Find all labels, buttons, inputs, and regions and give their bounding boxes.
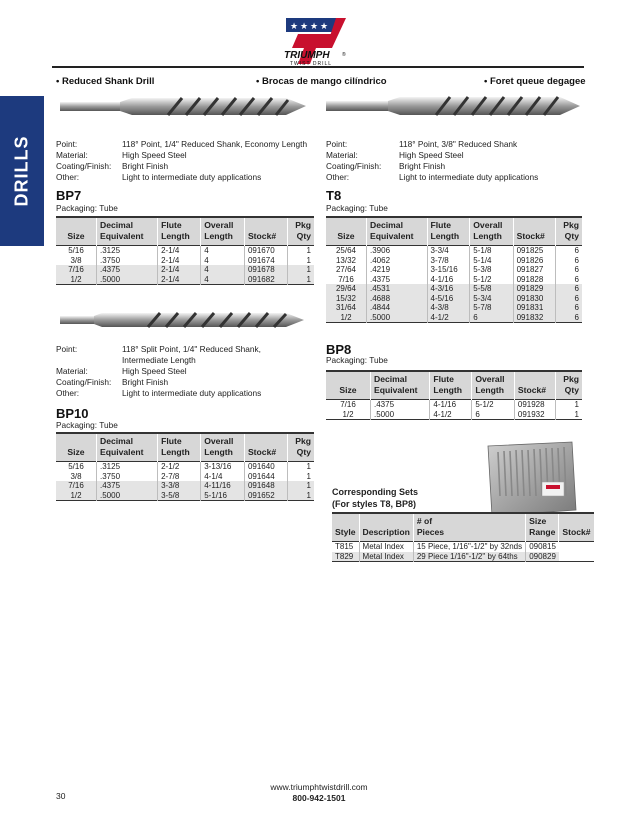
table-row (326, 275, 582, 285)
table-cell: 1 (287, 256, 314, 266)
table-cell: 15 Piece, 1/16"-1/2" by 32nds (413, 542, 525, 552)
table-cell: 091828 (513, 275, 555, 285)
table-cell: .3750 (97, 472, 158, 482)
table-cell: .3125 (97, 462, 158, 472)
table-cell: 5/16 (68, 246, 84, 255)
table-cell: 6 (555, 265, 582, 275)
t8-title: T8 (326, 188, 342, 203)
table-cell: 3-3/8 (158, 481, 201, 491)
table-row (332, 542, 594, 552)
table-cell: 1 (287, 275, 314, 285)
table-row (326, 284, 582, 294)
table-cell: 3-3/4 (427, 246, 470, 256)
table-row (56, 256, 314, 266)
table-cell: 091644 (244, 472, 287, 482)
bp7-title: BP7 (56, 188, 82, 203)
table-cell: 091827 (513, 265, 555, 275)
table-cell: 3/8 (70, 471, 82, 481)
bp10-packaging: Packaging: Tube (56, 420, 118, 430)
sets-heading (332, 486, 418, 510)
table-cell: .4219 (367, 265, 428, 275)
table-cell: 5-7/8 (470, 303, 513, 313)
table-cell: Metal Index (359, 542, 413, 552)
table-cell: 5-3/4 (470, 294, 513, 304)
table-cell: 091670 (244, 246, 287, 256)
t8-specs: Point: 118° Point, 3/8" Reduced Shank Material: High Speed Steel Coating/Finish: Bright Finish Other: Light to intermediate duty applications (326, 139, 539, 182)
table-row (332, 552, 594, 562)
table-cell: 1/2 (56, 491, 97, 501)
table-cell: .3125 (97, 246, 158, 256)
table-cell: 5-1/2 (472, 400, 515, 410)
table-cell: 4-11/16 (201, 481, 245, 491)
triumph-logo (280, 14, 354, 66)
table-row (326, 294, 582, 304)
bp10-table: Size Decimal Equivalent Flute Length Overall Length Stock# Pkg Qty 5/16 .3125 2-1/2 3-13/16 091640 1 3/8 .3750 2-7/8 4-1/4 091644 1 7/16 .4375 3-3/8 4-11/16 091648 1 1/2 .5000 3-5/8 5-1/16 091652 1 (56, 432, 314, 501)
table-cell: 27/64 (335, 265, 357, 274)
table-cell: .5000 (367, 313, 428, 323)
svg-text:★: ★ (300, 22, 309, 32)
table-cell: 2-1/4 (158, 246, 201, 256)
table-cell: .4375 (97, 265, 158, 275)
table-cell: .5000 (97, 491, 158, 501)
table-cell: 091829 (513, 284, 555, 294)
table-row (56, 275, 314, 285)
table-cell: 5-1/2 (470, 275, 513, 285)
table-cell: 3-7/8 (427, 256, 470, 266)
table-row (56, 265, 314, 275)
table-row (326, 246, 582, 256)
bp10-table-body (56, 462, 314, 501)
table-cell: 1 (287, 462, 314, 472)
table-cell: .4688 (367, 294, 428, 304)
table-cell: 7/16 (56, 265, 97, 275)
sets-title: Corresponding Sets (332, 487, 419, 497)
table-cell: 091648 (244, 481, 287, 491)
section-tab (0, 96, 44, 246)
table-cell: 3-5/8 (158, 491, 201, 501)
bp7-packaging: Packaging: Tube (56, 203, 118, 213)
table-cell: 2-1/4 (158, 256, 201, 266)
table-cell: 1/2 (56, 275, 97, 285)
table-cell: 7/16 (56, 481, 97, 491)
table-cell: 4 (201, 246, 245, 256)
table-cell: 2-1/4 (158, 275, 201, 285)
table-cell: 29/64 (326, 284, 367, 294)
bp8-title: BP8 (326, 342, 352, 357)
table-cell: 29 Piece 1/16"-1/2" by 64ths (413, 552, 525, 562)
table-cell: T829 (332, 552, 359, 562)
table-cell: 4-1/16 (427, 275, 470, 285)
drill-index-set-image (480, 440, 580, 518)
table-cell: 6 (470, 313, 513, 323)
table-cell: 3-13/16 (201, 462, 245, 472)
bp8-table-body (326, 400, 582, 420)
bp7-table: Size Decimal Equivalent Flute Length Overall Length Stock# Pkg Qty 5/16 .3125 2-1/4 4 091670 1 3/8 .3750 2-1/4 4 091674 1 7/16 .4375 2-1/4 4 091678 1 1/2 .5000 2-1/4 4 091682 1 (56, 216, 314, 285)
table-cell: .4531 (367, 284, 428, 294)
table-cell: 1/2 (326, 313, 367, 323)
table-cell: 31/64 (326, 303, 367, 313)
header-rule (52, 66, 584, 68)
table-cell: .3750 (97, 256, 158, 266)
headline-spanish: • Brocas de mango cilíndrico (256, 76, 387, 87)
table-row (56, 491, 314, 501)
bp7-table-body (56, 246, 314, 285)
table-row (326, 400, 582, 410)
table-cell: 091674 (244, 256, 287, 266)
table-cell: .4375 (97, 481, 158, 491)
svg-text:★: ★ (290, 22, 299, 32)
table-cell: 6 (555, 313, 582, 323)
table-cell: .4375 (367, 275, 428, 285)
table-cell: 4 (201, 275, 245, 285)
table-cell: 091826 (513, 256, 555, 266)
website-link[interactable]: www.triumphtwistdrill.com (270, 782, 368, 792)
table-cell: 5-1/16 (201, 491, 245, 501)
table-cell: 4-5/16 (427, 294, 470, 304)
table-cell: 1/2 (342, 409, 354, 419)
svg-text:★: ★ (310, 22, 319, 32)
table-cell: 7/16 (340, 400, 356, 409)
table-cell: 3-15/16 (427, 265, 470, 275)
section-tab-label: DRILLS (11, 135, 32, 207)
svg-text:★: ★ (320, 22, 329, 32)
table-row (326, 256, 582, 266)
table-cell: 2-1/2 (158, 462, 201, 472)
t8-table: Size Decimal Equivalent Flute Length Overall Length Stock# Pkg Qty 25/64 .3906 3-3/4 5-1/8 091825 6 13/32 .4062 3-7/8 5-1/4 091826 6 27/64 .4219 3-15/16 5-3/8 091827 6 7/16 .4375 4-1/16 5-1/2 091828 6 29/64 .4531 4-3/16 5-5/8 091829 6 15/32 .4688 4-5/16 5-3/4 091830 6 31/64 .4844 4-3/8 5-7/8 091831 6 1/2 .5000 4-1/2 6 091832 6 (326, 216, 582, 323)
table-cell: 4 (201, 256, 245, 266)
table-cell: 13/32 (335, 255, 357, 265)
svg-text:TWIST DRILL: TWIST DRILL (290, 61, 333, 66)
table-cell: 090815 (526, 542, 559, 552)
table-cell: 4-3/16 (427, 284, 470, 294)
table-cell: 4-1/2 (427, 313, 470, 323)
table-cell: 1 (287, 491, 314, 501)
split-point-drill-image-bp10 (60, 306, 306, 334)
bp7-specs: Point: 118° Point, 1/4" Reduced Shank, Economy Length Material: High Speed Steel Coating/Finish: Bright Finish Other: Light to intermediate duty applications (56, 139, 308, 182)
table-cell: 5-1/8 (470, 246, 513, 256)
svg-text:®: ® (342, 52, 346, 58)
table-cell: 2-7/8 (158, 472, 201, 482)
table-cell: 4-3/8 (427, 303, 470, 313)
table-cell: .5000 (371, 410, 430, 420)
table-cell: 091832 (513, 313, 555, 323)
table-cell: 4-1/4 (201, 472, 245, 482)
table-cell: 090829 (526, 552, 559, 562)
table-cell: 4-1/16 (430, 400, 472, 410)
reduced-shank-drill-image-t8 (326, 92, 582, 120)
table-cell: 6 (555, 275, 582, 285)
table-cell: 091830 (513, 294, 555, 304)
table-cell: .4375 (371, 400, 430, 410)
table-cell: 1 (287, 472, 314, 482)
table-cell: 6 (555, 256, 582, 266)
table-cell: 5-3/8 (470, 265, 513, 275)
table-cell: Metal Index (359, 552, 413, 562)
table-cell: 5-5/8 (470, 284, 513, 294)
table-cell: .5000 (97, 275, 158, 285)
page-number: 30 (56, 791, 66, 801)
table-row (326, 410, 582, 420)
table-cell: 1 (556, 410, 582, 420)
table-cell: 1 (287, 265, 314, 275)
table-cell: 5-1/4 (470, 256, 513, 266)
table-row (56, 246, 314, 256)
table-cell: 091682 (244, 275, 287, 285)
table-cell: 7/16 (338, 274, 354, 284)
phone-number: 800-942-1501 (292, 793, 346, 803)
table-cell: 1 (556, 400, 582, 410)
table-cell: 6 (555, 284, 582, 294)
table-cell: .4062 (367, 256, 428, 266)
table-cell: 091678 (244, 265, 287, 275)
bp10-specs: Point: 118° Split Point, 1/4" Reduced Shank, Intermediate Length Material: High Speed Steel Coating/Finish: Bright Finish Other: Light to intermediate duty applications (56, 344, 262, 398)
table-cell: 091825 (513, 246, 555, 256)
table-cell: 2-1/4 (158, 265, 201, 275)
table-row (56, 481, 314, 491)
table-row (326, 313, 582, 323)
table-cell: T815 (335, 542, 354, 551)
t8-table-body (326, 246, 582, 323)
table-cell: 3/8 (70, 255, 82, 265)
sets-table: Style Description # of Pieces Size Range Stock# T815 Metal Index 15 Piece, 1/16"-1/2" by 32nds 090815 T829 Metal Index 29 Piece 1/16"-1/2" by 64ths 090829 (332, 512, 594, 562)
table-row (56, 462, 314, 472)
table-cell: 1 (287, 481, 314, 491)
table-cell: 6 (555, 294, 582, 304)
bp8-packaging: Packaging: Tube (326, 355, 388, 365)
table-cell: 6 (472, 410, 515, 420)
table-cell: 091928 (514, 400, 555, 410)
footer (219, 782, 419, 804)
t8-packaging: Packaging: Tube (326, 203, 388, 213)
table-cell: 091652 (244, 491, 287, 501)
table-row (326, 303, 582, 313)
table-cell: 091932 (514, 410, 555, 420)
table-cell: 091640 (244, 462, 287, 472)
table-cell: 6 (555, 246, 582, 256)
headline-english: • Reduced Shank Drill (56, 76, 155, 87)
table-cell: 4-1/2 (430, 410, 472, 420)
svg-text:TRIUMPH: TRIUMPH (284, 50, 330, 61)
bp10-title: BP10 (56, 406, 89, 421)
table-cell: 25/64 (335, 246, 357, 255)
table-cell: .3906 (367, 246, 428, 256)
bp8-table: Size Decimal Equivalent Flute Length Overall Length Stock# Pkg Qty 7/16 .4375 4-1/16 5-1/2 091928 1 1/2 .5000 4-1/2 6 091932 1 (326, 370, 582, 420)
table-cell: 15/32 (326, 294, 367, 304)
table-cell: 1 (287, 246, 314, 256)
table-cell: 4 (201, 265, 245, 275)
table-cell: 091831 (513, 303, 555, 313)
table-cell: 6 (555, 303, 582, 313)
table-row (326, 265, 582, 275)
table-row (56, 472, 314, 482)
sets-table-body (332, 542, 594, 562)
sets-subtitle: (For styles T8, BP8) (332, 499, 417, 509)
headline-french: • Foret queue degagee (484, 76, 586, 87)
table-cell: 5/16 (68, 462, 84, 471)
reduced-shank-drill-image-bp7 (60, 92, 308, 120)
table-cell: .4844 (367, 303, 428, 313)
